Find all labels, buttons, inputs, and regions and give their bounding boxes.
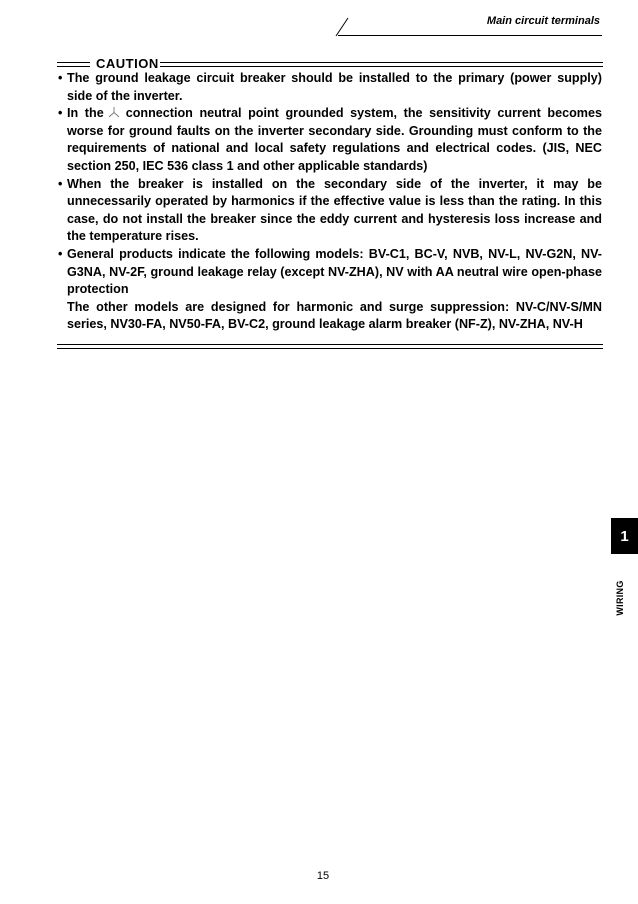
caution-item-text: When the breaker is installed on the secondary side of the inverter, it may be unnecessarily operated by harmonics if the effective value is less than the rating. In this case, do not install the breaker since the eddy current and hysteresis loss increase and the temperature rises. [67, 176, 602, 244]
bullet: • [58, 176, 63, 191]
wye-star-connection-icon [108, 106, 120, 118]
bullet: • [58, 106, 63, 121]
caution-bottom-rule [57, 344, 603, 349]
bullet: • [58, 246, 63, 261]
bullet: • [58, 71, 63, 85]
page-number: 15 [316, 870, 330, 882]
caution-body [58, 70, 602, 334]
caution-item [58, 70, 602, 105]
caution-item-continuation: The other models are designed for harmonic and surge suppression: NV-C/NV-S/MN series, NV30-FA, NV50-FA, BV-C2, ground leakage alarm breaker (NF-Z), NV-ZHA, NV-H [67, 299, 602, 332]
caution-item [58, 105, 602, 175]
caution-item-text: The ground leakage circuit breaker should be installed to the primary (power supply) side of the inverter. [67, 71, 602, 103]
caution-item-text: In the [67, 106, 104, 121]
caution-rule-right [160, 62, 603, 67]
caution-item-text: connection neutral point grounded system, the sensitivity current becomes worse for ground faults on the inverter secondary side. Grounding must conform to the requirements of national and local safety regulations and electrical codes. (JIS, NEC section 250, IEC 536 class 1 and other applicable standards) [67, 106, 602, 173]
chapter-tab-number: 1 [611, 518, 638, 554]
caution-item [58, 176, 602, 246]
chapter-tab-label [606, 578, 634, 618]
header-title: Main circuit terminals [486, 15, 600, 27]
chapter-tab-label-text: WIRING [615, 580, 625, 616]
caution-item-text: General products indicate the following models: BV-C1, BC-V, NVB, NV-L, NV-G2N, NV-G3NA, NV-2F, ground leakage relay (except NV-ZHA), NV with AA neutral wire open-phase protection [67, 246, 602, 297]
caution-item [58, 246, 602, 299]
caution-rule-left [57, 62, 90, 67]
header-rule [338, 35, 602, 36]
caution-title: CAUTION [96, 56, 159, 71]
